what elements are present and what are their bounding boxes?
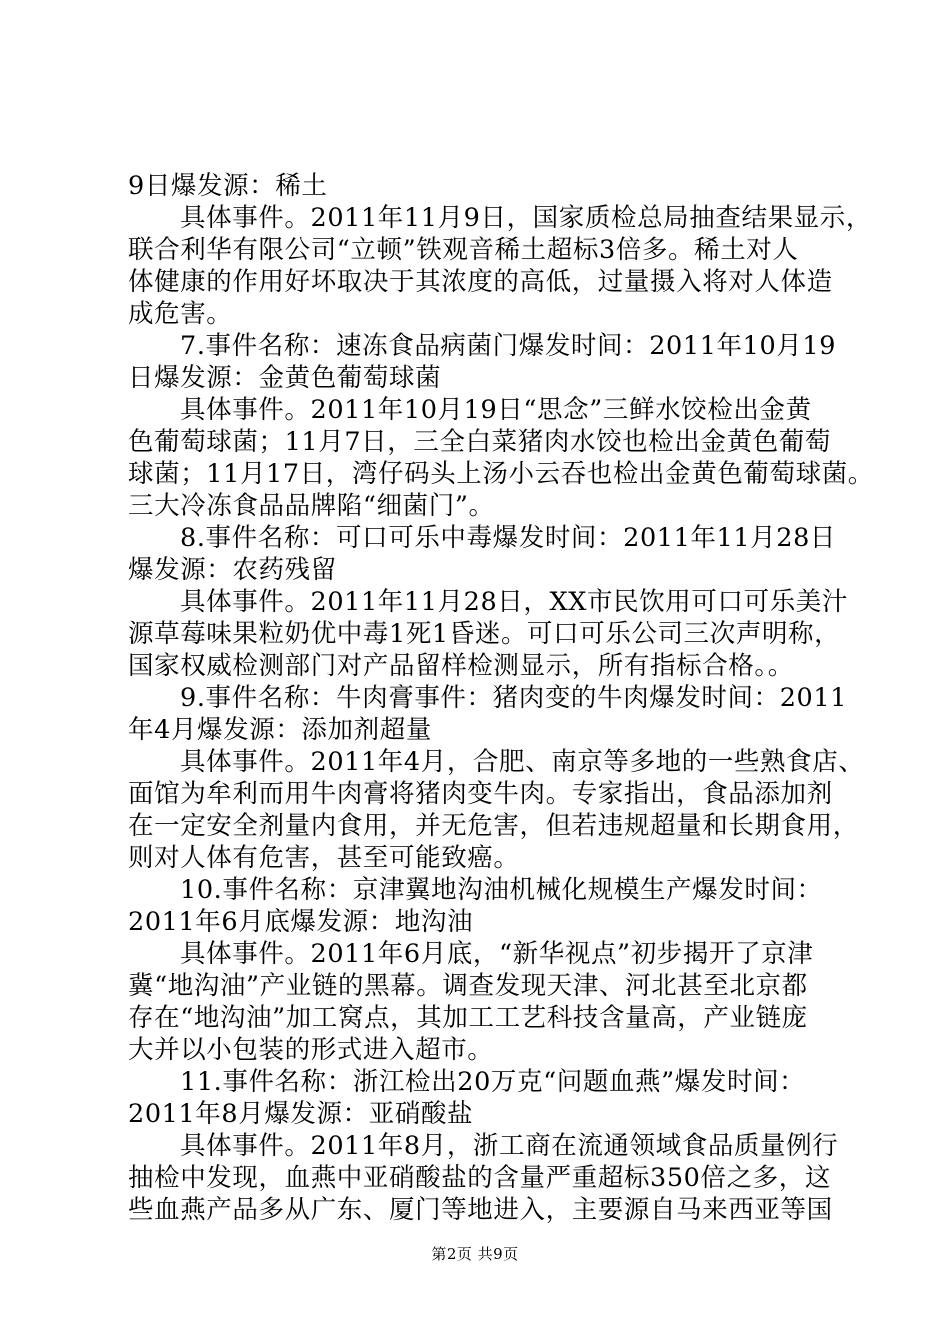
text-line: 源草莓味果粒奶优中毒1死1昏迷。可口可乐公司三次声明称， [128,619,841,649]
text-line: 2011年6月底爆发源：地沟油 [128,907,474,937]
text-line: 8.事件名称：可口可乐中毒爆发时间：2011年11月28日 [180,523,837,553]
text-line: 成危害。 [128,299,233,329]
text-line: 10.事件名称：京津翼地沟油机械化规模生产爆发时间： [180,875,823,905]
page-footer: 第2页 共9页 [431,1245,519,1263]
text-line: 冀“地沟油”产业链的黑幕。调查发现天津、河北甚至北京都 [128,971,808,1001]
text-line: 国家权威检测部门对产品留样检测显示，所有指标合格。。 [128,651,794,681]
text-line: 具体事件。2011年11月9日，国家质检总局抽查结果显示， [180,203,872,233]
document-body [128,170,874,1226]
text-line: 11.事件名称：浙江检出20万克“问题血燕”爆发时间： [180,1067,806,1097]
text-line: 则对人体有危害，甚至可能致癌。 [128,843,520,873]
text-line: 7.事件名称：速冻食品病菌门爆发时间：2011年10月19 [180,331,837,361]
text-line: 日爆发源：金黄色葡萄球菌 [128,363,442,393]
text-line: 面馆为牟利而用牛肉膏将猪肉变牛肉。专家指出，食品添加剂 [128,779,833,809]
text-line: 体健康的作用好坏取决于其浓度的高低，过量摄入将对人体造 [128,267,833,297]
text-line: 年4月爆发源：添加剂超量 [128,715,432,745]
text-line: 抽检中发现，血燕中亚硝酸盐的含量严重超标350倍之多，这 [128,1163,831,1193]
text-line: 三大冷冻食品品牌陷“细菌门”。 [128,491,495,521]
text-line: 联合利华有限公司“立顿”铁观音稀土超标3倍多。稀土对人 [128,235,799,265]
text-line: 些血燕产品多从广东、厦门等地进入，主要源自马来西亚等国 [128,1195,833,1225]
text-line: 大并以小包装的形式进入超市。 [128,1035,494,1065]
text-line: 9日爆发源：稀土 [128,171,328,201]
text-line: 9.事件名称：牛肉膏事件：猪肉变的牛肉爆发时间：2011 [180,683,848,713]
text-line: 色葡萄球菌；11月7日，三全白菜猪肉水饺也检出金黄色葡萄 [128,427,831,457]
text-line: 球菌；11月17日，湾仔码头上汤小云吞也检出金黄色葡萄球菌。 [128,459,874,489]
text-line: 在一定安全剂量内食用，并无危害，但若违规超量和长期食用， [128,811,859,841]
text-line: 存在“地沟油”加工窝点，其加工工艺科技含量高，产业链庞 [128,1003,808,1033]
text-line: 爆发源：农药残留 [128,555,337,585]
text-line: 具体事件。2011年6月底，“新华视点”初步揭开了京津 [180,939,814,969]
text-line: 具体事件。2011年4月，合肥、南京等多地的一些熟食店、 [180,747,865,777]
text-line: 2011年8月爆发源：亚硝酸盐 [128,1099,474,1129]
text-line: 具体事件。2011年8月，浙工商在流通领域食品质量例行 [180,1131,839,1161]
text-line: 具体事件。2011年11月28日，XX市民饮用可口可乐美汁 [180,587,848,617]
text-line: 具体事件。2011年10月19日“思念”三鲜水饺检出金黄 [180,395,812,425]
